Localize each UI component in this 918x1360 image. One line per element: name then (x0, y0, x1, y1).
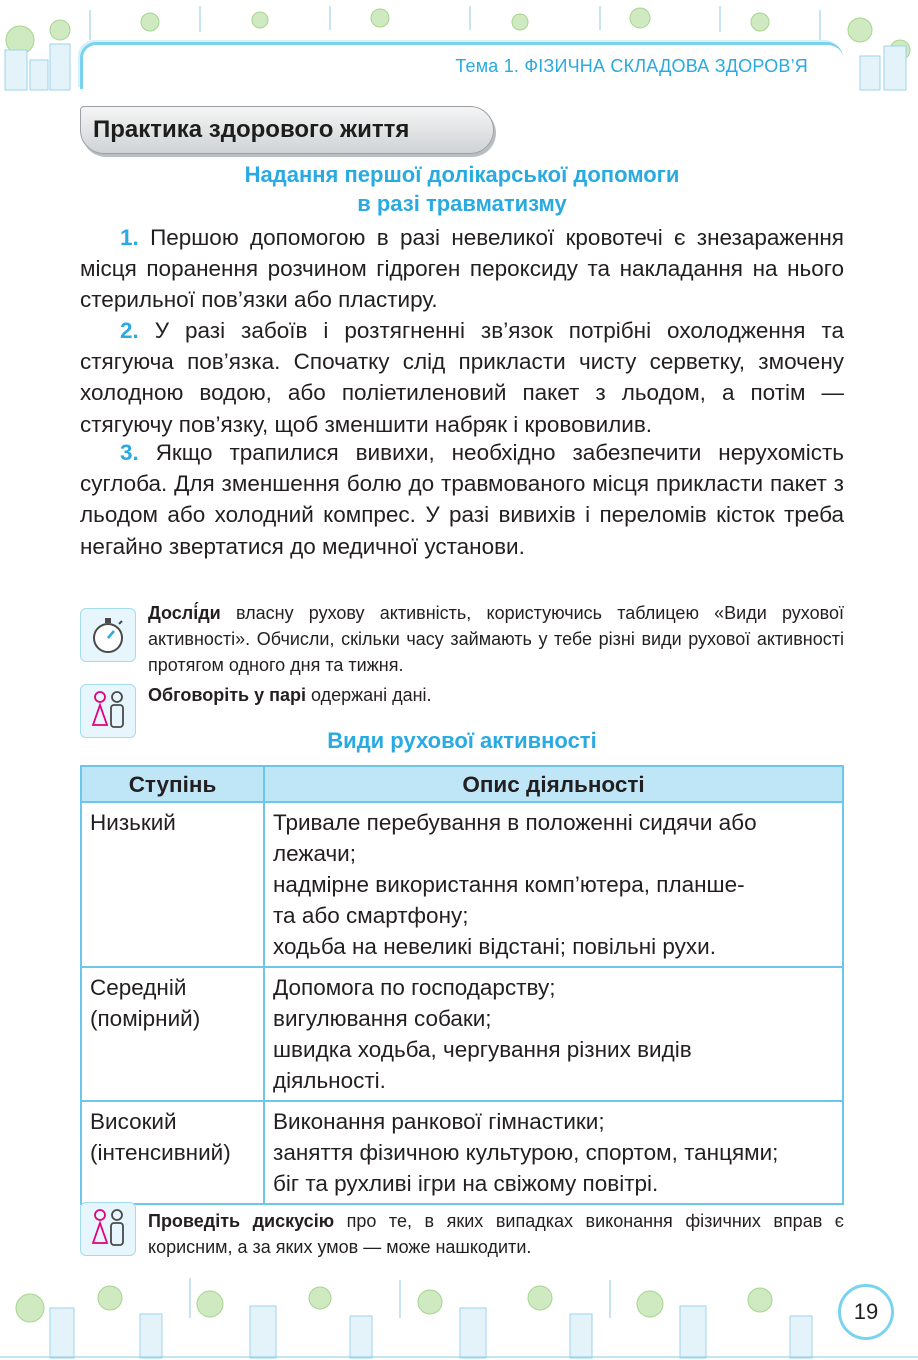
activity-table (80, 765, 844, 1205)
task-keyword: Проведіть дискусію (148, 1211, 335, 1231)
description-line: вигулювання собаки; (273, 1006, 492, 1031)
paragraph-2 (80, 315, 844, 440)
description-cell (264, 967, 843, 1101)
description-cell (264, 1101, 843, 1204)
running-head-title: ФІЗИЧНА СКЛАДОВА ЗДОРОВ’Я (524, 56, 808, 76)
running-head-prefix: Тема 1. (455, 56, 525, 76)
task-body: власну рухову активність, користуючись таблицею «Види рухової активності». Обчисли, скільки часу займають у тебе різні види рухової активності протягом одного дня та тижня. (148, 603, 844, 675)
paragraph-text: Якщо трапилися вивихи, необхідно забезпечити нерухомість суглоба. Для зменшення болю до травмованого місця прикласти пакет з льодом або холодний компрес. У разі вивихів і переломів кісток треба негайно звертатися до медичної установи. (80, 440, 844, 559)
page-title-line-1: Надання першої долікарської допомоги (244, 162, 680, 187)
task-body: одержані дані. (305, 685, 432, 705)
level-qualifier: (помірний) (90, 1006, 201, 1031)
task-body: про те, в яких випадках виконання фізичних вправ є корисним, а за яких умов — може нашкодити. (148, 1211, 844, 1257)
description-line: та або смартфону; (273, 903, 469, 928)
section-heading-label: Практика здорового життя (93, 116, 410, 143)
level-cell (81, 967, 264, 1101)
paragraph-text: Першою допомогою в разі невеликої кровотечі є знезараження місця поранення розчином гідроген пероксиду та накладання на нього стерильної пов’язки або пластиру. (80, 225, 844, 313)
paragraph-number: 1. (120, 225, 139, 250)
task-debate (148, 1208, 844, 1260)
running-head (455, 56, 808, 77)
table-header-row (81, 766, 843, 802)
level-qualifier: (інтенсивний) (90, 1140, 231, 1165)
paragraph-3 (80, 437, 844, 562)
table-title: Види рухової активності (327, 728, 597, 753)
level-cell (81, 1101, 264, 1204)
task-explore (148, 600, 844, 678)
column-header-description: Опис діяльності (264, 766, 843, 802)
bottom-city-decoration (0, 1268, 918, 1360)
level-cell (81, 802, 264, 967)
table-row (81, 967, 843, 1101)
stopwatch-icon (80, 608, 136, 662)
description-line: лежачи; (273, 841, 357, 866)
description-line: заняття фізичною культурою, спортом, танцями; (273, 1140, 779, 1165)
description-line: ходьба на невеликі відстані; повільні рухи. (273, 934, 716, 959)
paragraph-number: 3. (120, 440, 139, 465)
description-line: діяльності. (273, 1068, 386, 1093)
description-line: надмірне використання комп’ютера, планше- (273, 872, 745, 897)
description-cell (264, 802, 843, 967)
page-number: 19 (838, 1284, 894, 1340)
description-line: Тривале перебування в положенні сидячи або (273, 810, 757, 835)
level-text: Низький (90, 810, 176, 835)
description-line: Допомога по господарству; (273, 975, 556, 1000)
page-title-line-2: в разі травматизму (357, 191, 567, 216)
paragraph-1 (80, 222, 844, 316)
task-keyword: Обговоріть у парі (148, 685, 306, 705)
paragraph-text: У разі забоїв і розтягненні зв’язок потрібні охолодження та стягуюча пов’язка. Спочатку слід прикласти чисту серветку, змочену холодною водою, або поліетиленовий пакет з льодом, а потім — стягуючу пов’язку, щоб зменшити набряк і крововилив. (80, 318, 844, 437)
paragraph-number: 2. (120, 318, 139, 343)
column-header-level: Ступінь (81, 766, 264, 802)
level-text: Високий (90, 1109, 177, 1134)
level-text: Середній (90, 975, 187, 1000)
table-row (81, 802, 843, 967)
description-line: Виконання ранкової гімнастики; (273, 1109, 605, 1134)
table-row (81, 1101, 843, 1204)
task-keyword: Дослі́ди (148, 603, 221, 623)
description-line: біг та рухливі ігри на свіжому повітрі. (273, 1171, 659, 1196)
pair-icon (80, 1202, 136, 1256)
section-heading (80, 106, 494, 154)
description-line: швидка ходьба, чергування різних видів (273, 1037, 692, 1062)
task-discuss-pair (148, 682, 844, 708)
